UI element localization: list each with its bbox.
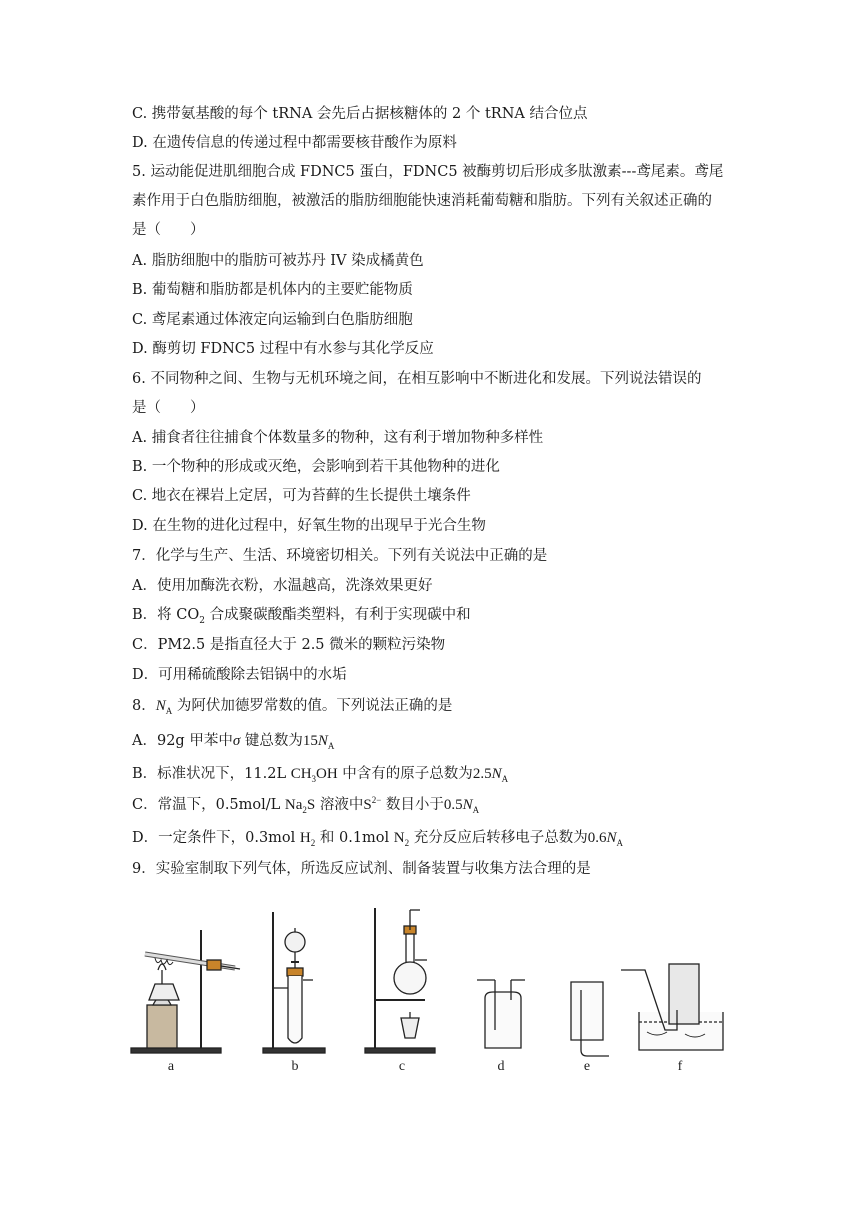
question-7: 7．化学与生产、生活、环境密切相关。下列有关说法中正确的是 [132,548,548,564]
option-6b: B. 一个物种的形成或灭绝，会影响到若干其他物种的进化 [132,459,500,475]
apparatus-c [365,908,435,1053]
label-a: a [167,1059,175,1074]
question-5-line-2: 素作用于白色脂肪细胞，被激活的脂肪细胞能快速消耗葡萄糖和脂肪。下列有关叙述正确的 [132,193,712,209]
label-b: b [291,1059,299,1074]
question-8: 8．$N_A$ 为阿伏加德罗常数的值。下列说法正确的是 [132,698,453,716]
option-5d: D. 酶剪切 FDNC5 过程中有水参与其化学反应 [132,341,434,357]
option-5c: C. 鸢尾素通过体液定向运输到白色脂肪细胞 [132,312,413,328]
option-6a: A. 捕食者往往捕食个体数量多的物种，这有利于增加物种多样性 [132,430,544,446]
apparatus-b [263,912,325,1053]
apparatus-figure [125,900,725,1080]
question-6-line-1: 6. 不同物种之间、生物与无机环境之间，在相互影响中不断进化和发展。下列说法错误的 [132,371,702,387]
question-6-line-2: 是（ ） [132,400,205,416]
option-4d: D. 在遗传信息的传递过程中都需要核苷酸作为原料 [132,135,457,151]
apparatus-e [571,982,609,1056]
option-7d: D．可用稀硫酸除去铝锅中的水垢 [132,667,347,683]
question-5-line-3: 是（ ） [132,222,205,238]
option-7b: B．将 $CO_2$ 合成聚碳酸酯类塑料，有利于实现碳中和 [132,607,471,626]
option-7a: A．使用加酶洗衣粉，水温越高，洗涤效果更好 [132,578,433,594]
label-e: e [583,1059,591,1074]
apparatus-d [477,980,525,1048]
label-f: f [677,1059,683,1074]
option-8b: B．标准状况下，11.2L $CH_3OH$ 中含有的原子总数为$2.5N_A$ [132,766,509,784]
option-4c: C. 携带氨基酸的每个 tRNA 会先后占据核糖体的 2 个 tRNA 结合位点 [132,106,588,122]
question-5-line-1: 5. 运动能促进肌细胞合成 FDNC5 蛋白，FDNC5 被酶剪切后形成多肽激素---鸢尾素。鸢尾 [132,164,724,180]
option-5b: B. 葡萄糖和脂肪都是机体内的主要贮能物质 [132,282,413,298]
label-c: c [398,1059,406,1074]
apparatus-a [131,930,240,1053]
option-7c: C．PM2.5 是指直径大于 2.5 微米的颗粒污染物 [132,637,446,653]
option-6d: D. 在生物的进化过程中，好氧生物的出现早于光合生物 [132,518,486,534]
option-6c: C. 地衣在裸岩上定居，可为苔藓的生长提供土壤条件 [132,488,471,504]
option-8a: A．92g 甲苯中σ 键总数为$15N_A$ [132,733,335,751]
option-8c: C．常温下，0.5mol/L $Na_2S$ 溶液中$S^{2-}$ 数目小于$0.5N_A$ [132,795,480,815]
apparatus-f [621,964,723,1050]
question-9: 9．实验室制取下列气体，所选反应试剂、制备装置与收集方法合理的是 [132,861,591,877]
label-d: d [497,1059,505,1074]
option-5a: A. 脂肪细胞中的脂肪可被苏丹 IV 染成橘黄色 [132,253,424,269]
option-8d: D．一定条件下，0.3mol $H_2$ 和 0.1mol $N_2$ 充分反应后转移电子总数为$0.6N_A$ [132,830,623,848]
